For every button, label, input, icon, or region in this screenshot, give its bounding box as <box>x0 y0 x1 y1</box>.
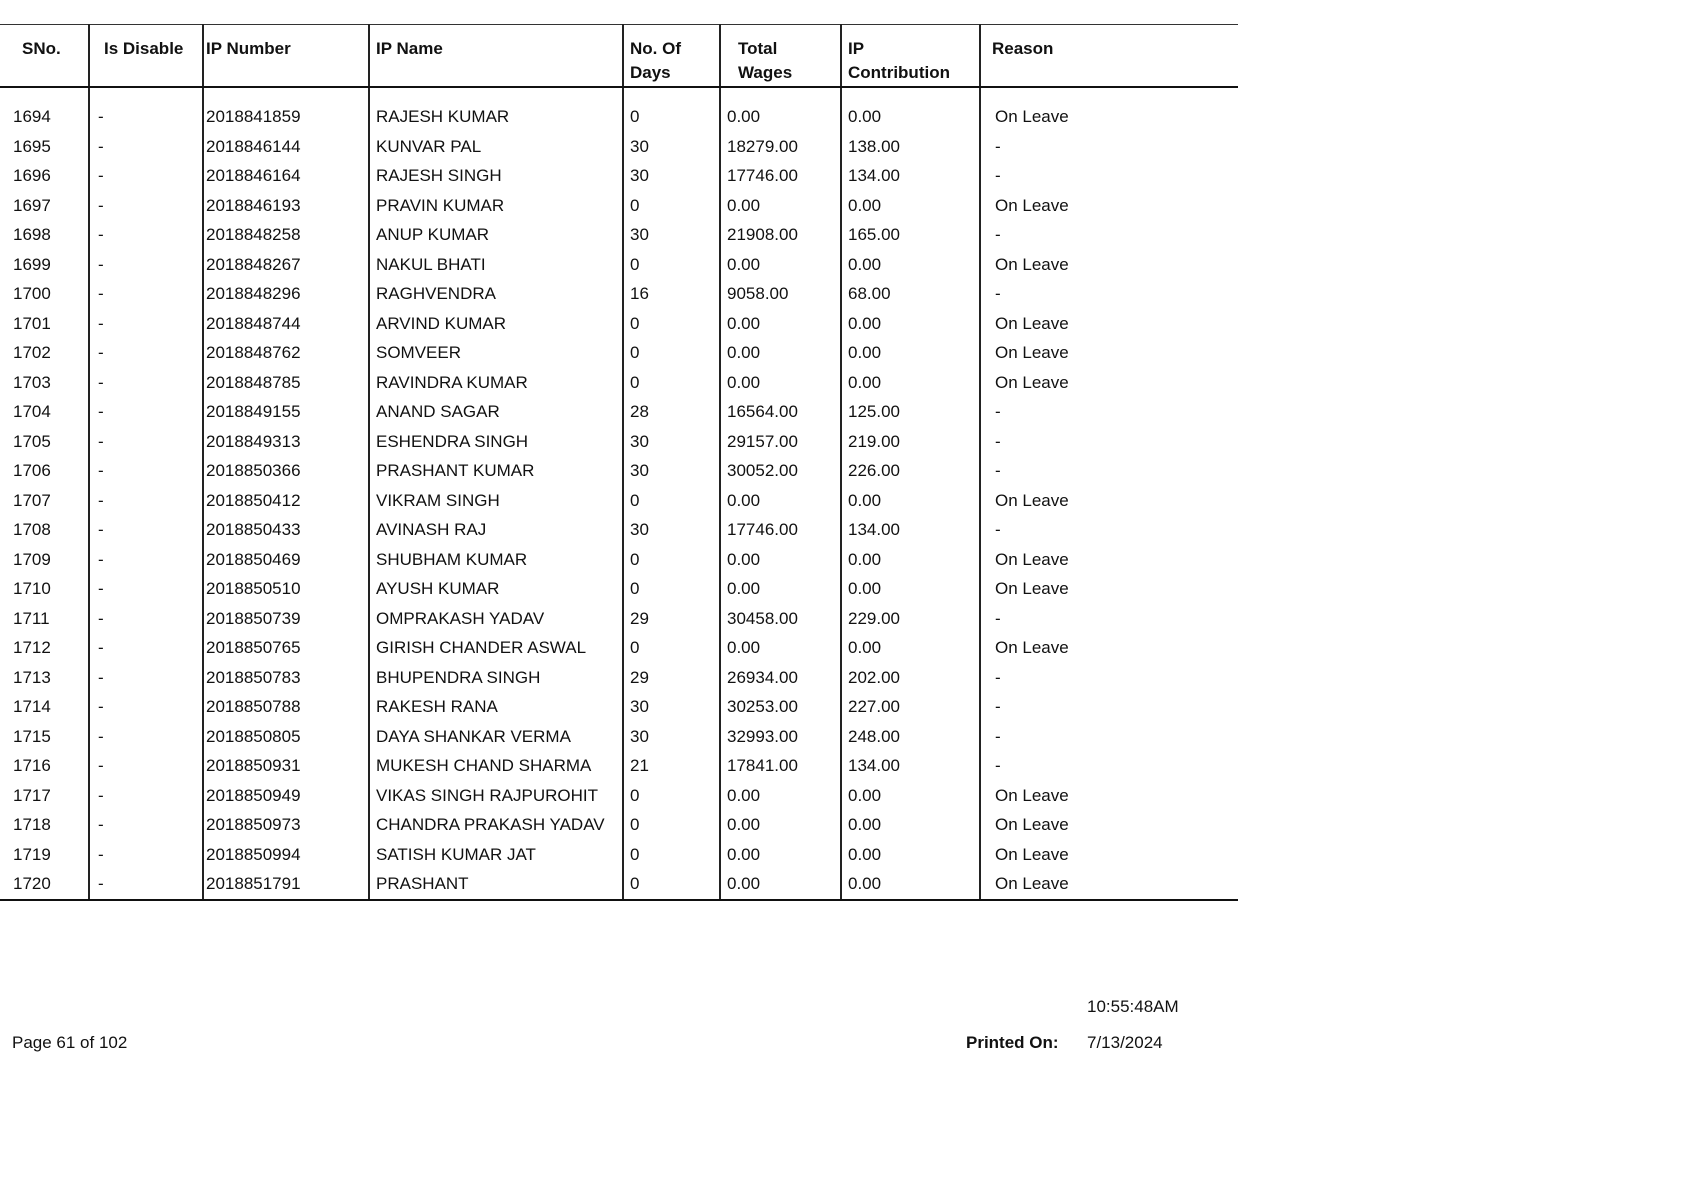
cell-no-of-days: 30 <box>623 428 720 458</box>
table-row <box>0 782 1238 812</box>
cell-is-disable: - <box>89 693 203 723</box>
cell-ip-name: SOMVEER <box>369 339 623 369</box>
cell-ip-number: 2018846164 <box>203 162 369 192</box>
table-row <box>0 605 1238 635</box>
cell-ip-number: 2018851791 <box>203 870 369 900</box>
cell-ip-number: 2018848744 <box>203 310 369 340</box>
cell-reason: On Leave <box>995 579 1069 598</box>
cell-ip-number: 2018848785 <box>203 369 369 399</box>
cell-ip-name: OMPRAKASH YADAV <box>369 605 623 635</box>
cell-is-disable: - <box>89 339 203 369</box>
page-number: Page 61 of 102 <box>12 1033 128 1052</box>
cell-ip-name: RAJESH SINGH <box>369 162 623 192</box>
cell-ip-contribution: 0.00 <box>841 575 980 605</box>
cell-ip-name: PRAVIN KUMAR <box>369 192 623 222</box>
cell-is-disable: - <box>89 162 203 192</box>
cell-ip-contribution: 202.00 <box>841 664 980 694</box>
cell-no-of-days: 0 <box>623 841 720 871</box>
print-time: 10:55:48AM <box>1087 997 1179 1016</box>
cell-is-disable: - <box>89 782 203 812</box>
table-row <box>0 221 1238 251</box>
cell-reason: - <box>995 608 1001 628</box>
cell-is-disable: - <box>89 457 203 487</box>
cell-sno: 1713 <box>0 664 89 694</box>
cell-total-wages: 0.00 <box>720 87 841 133</box>
cell-total-wages: 16564.00 <box>720 398 841 428</box>
cell-no-of-days: 0 <box>623 192 720 222</box>
cell-total-wages: 0.00 <box>720 310 841 340</box>
cell-ip-contribution: 134.00 <box>841 162 980 192</box>
cell-ip-name: CHANDRA PRAKASH YADAV <box>369 811 623 841</box>
cell-total-wages: 30052.00 <box>720 457 841 487</box>
cell-reason: On Leave <box>995 785 1069 805</box>
cell-ip-contribution: 0.00 <box>841 369 980 399</box>
cell-no-of-days: 30 <box>623 516 720 546</box>
cell-no-of-days: 0 <box>623 251 720 281</box>
cell-sno: 1695 <box>0 133 89 163</box>
cell-reason: - <box>995 166 1001 185</box>
cell-reason: On Leave <box>995 343 1069 362</box>
cell-ip-number: 2018850973 <box>203 811 369 841</box>
cell-is-disable: - <box>89 221 203 251</box>
cell-ip-number: 2018850469 <box>203 546 369 576</box>
cell-is-disable: - <box>89 811 203 841</box>
cell-is-disable: - <box>89 428 203 458</box>
cell-reason: On Leave <box>980 870 1238 900</box>
cell-is-disable: - <box>89 752 203 782</box>
cell-sno: 1707 <box>0 487 89 517</box>
cell-total-wages: 0.00 <box>720 841 841 871</box>
cell-ip-number: 2018846193 <box>203 192 369 222</box>
cell-reason: - <box>995 520 1001 539</box>
table-row <box>0 487 1238 517</box>
cell-ip-name: VIKAS SINGH RAJPUROHIT <box>369 782 623 812</box>
cell-ip-number: 2018850788 <box>203 693 369 723</box>
cell-sno: 1718 <box>0 811 89 841</box>
cell-no-of-days: 21 <box>623 752 720 782</box>
table-row <box>0 516 1238 546</box>
cell-reason: - <box>995 726 1001 746</box>
cell-is-disable: - <box>89 605 203 635</box>
cell-ip-contribution: 0.00 <box>841 339 980 369</box>
table-row <box>0 752 1238 782</box>
cell-ip-contribution: 138.00 <box>841 133 980 163</box>
cell-ip-contribution: 248.00 <box>841 723 980 753</box>
cell-reason: On Leave <box>995 107 1069 126</box>
cell-ip-number: 2018850765 <box>203 634 369 664</box>
cell-ip-contribution: 0.00 <box>841 487 980 517</box>
cell-sno: 1704 <box>0 398 89 428</box>
cell-ip-number: 2018850805 <box>203 723 369 753</box>
cell-sno: 1708 <box>0 516 89 546</box>
cell-ip-name: ESHENDRA SINGH <box>369 428 623 458</box>
cell-reason: On Leave <box>995 815 1069 834</box>
table-row <box>0 664 1238 694</box>
cell-total-wages: 9058.00 <box>720 280 841 310</box>
table-row <box>0 192 1238 222</box>
table-row <box>0 251 1238 281</box>
cell-sno: 1703 <box>0 369 89 399</box>
cell-sno: 1699 <box>0 251 89 281</box>
cell-total-wages: 0.00 <box>720 782 841 812</box>
cell-ip-name: SHUBHAM KUMAR <box>369 546 623 576</box>
table-row <box>0 87 1238 133</box>
cell-is-disable: - <box>89 280 203 310</box>
cell-no-of-days: 0 <box>623 782 720 812</box>
cell-reason: - <box>995 136 1001 156</box>
cell-is-disable: - <box>89 546 203 576</box>
cell-is-disable: - <box>89 516 203 546</box>
cell-is-disable: - <box>89 398 203 428</box>
cell-reason: On Leave <box>995 313 1069 333</box>
cell-ip-contribution: 0.00 <box>841 870 980 900</box>
cell-total-wages: 32993.00 <box>720 723 841 753</box>
cell-sno: 1700 <box>0 280 89 310</box>
cell-ip-contribution: 125.00 <box>841 398 980 428</box>
cell-no-of-days: 0 <box>623 634 720 664</box>
table-header-row <box>0 25 1238 88</box>
cell-no-of-days: 29 <box>623 605 720 635</box>
cell-no-of-days: 30 <box>623 162 720 192</box>
cell-ip-number: 2018850931 <box>203 752 369 782</box>
cell-ip-contribution: 134.00 <box>841 516 980 546</box>
cell-sno: 1711 <box>0 605 89 635</box>
cell-reason: - <box>995 225 1001 244</box>
cell-no-of-days: 30 <box>623 457 720 487</box>
cell-no-of-days: 30 <box>623 221 720 251</box>
cell-no-of-days: 30 <box>623 133 720 163</box>
cell-reason: On Leave <box>995 549 1069 569</box>
cell-sno: 1712 <box>0 634 89 664</box>
cell-total-wages: 0.00 <box>720 251 841 281</box>
cell-is-disable: - <box>89 251 203 281</box>
cell-no-of-days: 0 <box>623 811 720 841</box>
cell-sno: 1719 <box>0 841 89 871</box>
cell-ip-name: RAGHVENDRA <box>369 280 623 310</box>
header-no-of-days: No. Of Days <box>623 25 720 88</box>
cell-total-wages: 0.00 <box>720 369 841 399</box>
cell-ip-number: 2018849313 <box>203 428 369 458</box>
cell-sno: 1720 <box>0 870 89 900</box>
cell-sno: 1716 <box>0 752 89 782</box>
cell-ip-number: 2018850783 <box>203 664 369 694</box>
cell-ip-name: AYUSH KUMAR <box>369 575 623 605</box>
cell-ip-contribution: 229.00 <box>841 605 980 635</box>
cell-sno: 1710 <box>0 575 89 605</box>
cell-sno: 1696 <box>0 162 89 192</box>
cell-ip-contribution: 0.00 <box>841 310 980 340</box>
cell-total-wages: 26934.00 <box>720 664 841 694</box>
cell-ip-name: PRASHANT KUMAR <box>369 457 623 487</box>
cell-total-wages: 0.00 <box>720 870 841 900</box>
cell-no-of-days: 0 <box>623 310 720 340</box>
table-row <box>0 339 1238 369</box>
cell-sno: 1705 <box>0 428 89 458</box>
cell-ip-name: RAKESH RANA <box>369 693 623 723</box>
cell-total-wages: 0.00 <box>720 339 841 369</box>
table-row <box>0 546 1238 576</box>
cell-ip-contribution: 226.00 <box>841 457 980 487</box>
cell-ip-number: 2018848296 <box>203 280 369 310</box>
cell-no-of-days: 0 <box>623 339 720 369</box>
cell-reason: On Leave <box>995 638 1069 657</box>
cell-total-wages: 29157.00 <box>720 428 841 458</box>
table-row <box>0 280 1238 310</box>
cell-no-of-days: 0 <box>623 487 720 517</box>
cell-is-disable: - <box>89 723 203 753</box>
cell-no-of-days: 30 <box>623 693 720 723</box>
cell-ip-name: RAVINDRA KUMAR <box>369 369 623 399</box>
table-row <box>0 369 1238 399</box>
cell-ip-number: 2018848258 <box>203 221 369 251</box>
table-row <box>0 693 1238 723</box>
cell-ip-contribution: 0.00 <box>841 546 980 576</box>
cell-ip-contribution: 0.00 <box>841 782 980 812</box>
cell-total-wages: 0.00 <box>720 487 841 517</box>
cell-reason: - <box>995 461 1001 480</box>
cell-is-disable: - <box>89 192 203 222</box>
cell-sno: 1698 <box>0 221 89 251</box>
cell-ip-name: ANUP KUMAR <box>369 221 623 251</box>
cell-total-wages: 0.00 <box>720 634 841 664</box>
cell-sno: 1715 <box>0 723 89 753</box>
cell-is-disable: - <box>89 310 203 340</box>
cell-ip-name: NAKUL BHATI <box>369 251 623 281</box>
cell-is-disable: - <box>89 870 203 900</box>
cell-reason: - <box>995 667 1001 687</box>
cell-reason: On Leave <box>995 844 1069 864</box>
cell-ip-number: 2018848762 <box>203 339 369 369</box>
table-row <box>0 398 1238 428</box>
cell-reason: On Leave <box>995 254 1069 274</box>
cell-no-of-days: 0 <box>623 369 720 399</box>
cell-is-disable: - <box>89 664 203 694</box>
table-row <box>0 841 1238 871</box>
cell-sno: 1697 <box>0 192 89 222</box>
cell-sno: 1706 <box>0 457 89 487</box>
cell-no-of-days: 29 <box>623 664 720 694</box>
cell-ip-contribution: 227.00 <box>841 693 980 723</box>
cell-ip-number: 2018846144 <box>203 133 369 163</box>
cell-is-disable: - <box>89 369 203 399</box>
cell-ip-contribution: 134.00 <box>841 752 980 782</box>
cell-ip-contribution: 0.00 <box>841 87 980 133</box>
table-row <box>0 811 1238 841</box>
table-row <box>0 133 1238 163</box>
cell-ip-contribution: 0.00 <box>841 634 980 664</box>
cell-ip-name: GIRISH CHANDER ASWAL <box>369 634 623 664</box>
table-row <box>0 870 1238 900</box>
cell-no-of-days: 0 <box>623 546 720 576</box>
table-row <box>0 634 1238 664</box>
cell-ip-name: AVINASH RAJ <box>369 516 623 546</box>
header-sno: SNo. <box>0 25 89 88</box>
cell-ip-number: 2018850366 <box>203 457 369 487</box>
cell-total-wages: 30458.00 <box>720 605 841 635</box>
table-row <box>0 428 1238 458</box>
cell-ip-contribution: 0.00 <box>841 251 980 281</box>
cell-is-disable: - <box>89 87 203 133</box>
cell-ip-name: DAYA SHANKAR VERMA <box>369 723 623 753</box>
header-is-disable: Is Disable <box>89 25 203 88</box>
cell-total-wages: 0.00 <box>720 192 841 222</box>
print-date: 7/13/2024 <box>1087 1033 1163 1052</box>
cell-ip-name: ANAND SAGAR <box>369 398 623 428</box>
header-ip-contribution: IP Contribution <box>841 25 980 88</box>
table-row <box>0 575 1238 605</box>
cell-reason: On Leave <box>995 490 1069 510</box>
cell-ip-name: BHUPENDRA SINGH <box>369 664 623 694</box>
cell-ip-contribution: 219.00 <box>841 428 980 458</box>
cell-ip-name: KUNVAR PAL <box>369 133 623 163</box>
cell-ip-name: SATISH KUMAR JAT <box>369 841 623 871</box>
cell-total-wages: 17746.00 <box>720 162 841 192</box>
employee-contribution-table <box>0 24 1238 901</box>
cell-no-of-days: 16 <box>623 280 720 310</box>
cell-no-of-days: 0 <box>623 870 720 900</box>
table-row <box>0 310 1238 340</box>
cell-reason: - <box>995 284 1001 303</box>
cell-ip-contribution: 0.00 <box>841 811 980 841</box>
printed-on-label: Printed On: <box>966 1033 1059 1052</box>
table-row <box>0 162 1238 192</box>
cell-ip-name: RAJESH KUMAR <box>369 87 623 133</box>
cell-ip-number: 2018850433 <box>203 516 369 546</box>
cell-reason: - <box>995 756 1001 775</box>
cell-reason: On Leave <box>995 372 1069 392</box>
cell-no-of-days: 0 <box>623 575 720 605</box>
cell-sno: 1717 <box>0 782 89 812</box>
cell-reason: - <box>995 697 1001 716</box>
header-ip-name: IP Name <box>369 25 623 88</box>
cell-ip-number: 2018848267 <box>203 251 369 281</box>
cell-is-disable: - <box>89 133 203 163</box>
cell-sno: 1714 <box>0 693 89 723</box>
cell-ip-name: VIKRAM SINGH <box>369 487 623 517</box>
cell-ip-contribution: 0.00 <box>841 841 980 871</box>
cell-ip-number: 2018850994 <box>203 841 369 871</box>
cell-total-wages: 0.00 <box>720 811 841 841</box>
cell-ip-contribution: 165.00 <box>841 221 980 251</box>
cell-no-of-days: 28 <box>623 398 720 428</box>
cell-reason: On Leave <box>995 195 1069 215</box>
cell-ip-contribution: 68.00 <box>841 280 980 310</box>
cell-sno: 1709 <box>0 546 89 576</box>
cell-no-of-days: 30 <box>623 723 720 753</box>
cell-total-wages: 18279.00 <box>720 133 841 163</box>
cell-total-wages: 0.00 <box>720 546 841 576</box>
header-ip-number: IP Number <box>203 25 369 88</box>
cell-no-of-days: 0 <box>623 87 720 133</box>
cell-total-wages: 0.00 <box>720 575 841 605</box>
cell-ip-number: 2018841859 <box>203 87 369 133</box>
cell-ip-contribution: 0.00 <box>841 192 980 222</box>
cell-ip-number: 2018850949 <box>203 782 369 812</box>
table-row <box>0 457 1238 487</box>
cell-is-disable: - <box>89 575 203 605</box>
cell-ip-number: 2018850412 <box>203 487 369 517</box>
cell-is-disable: - <box>89 487 203 517</box>
cell-sno: 1694 <box>0 87 89 133</box>
cell-is-disable: - <box>89 841 203 871</box>
cell-sno: 1702 <box>0 339 89 369</box>
cell-total-wages: 17746.00 <box>720 516 841 546</box>
header-total-wages: Total Wages <box>720 25 841 88</box>
cell-total-wages: 17841.00 <box>720 752 841 782</box>
cell-ip-name: PRASHANT <box>369 870 623 900</box>
cell-ip-number: 2018850510 <box>203 575 369 605</box>
cell-ip-number: 2018849155 <box>203 398 369 428</box>
header-reason: Reason <box>980 25 1238 88</box>
cell-ip-name: ARVIND KUMAR <box>369 310 623 340</box>
table-row <box>0 723 1238 753</box>
cell-sno: 1701 <box>0 310 89 340</box>
cell-total-wages: 21908.00 <box>720 221 841 251</box>
cell-reason: - <box>995 431 1001 451</box>
cell-total-wages: 30253.00 <box>720 693 841 723</box>
cell-reason: - <box>995 402 1001 421</box>
cell-ip-name: MUKESH CHAND SHARMA <box>369 752 623 782</box>
cell-ip-number: 2018850739 <box>203 605 369 635</box>
cell-is-disable: - <box>89 634 203 664</box>
